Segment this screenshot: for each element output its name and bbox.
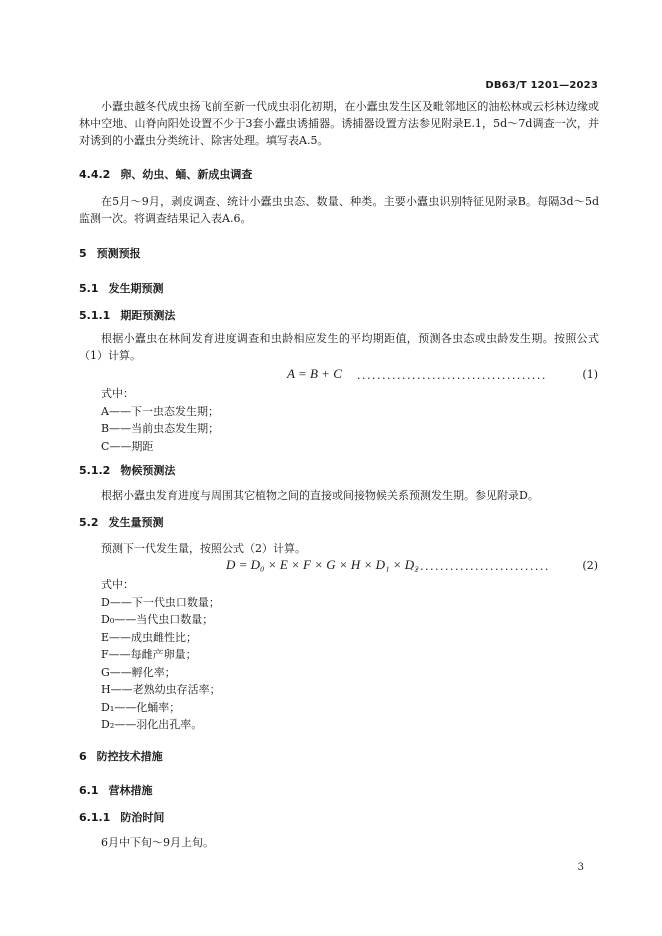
definition-line: H——老熟幼虫存活率；	[101, 683, 221, 696]
paragraph-text: 6月中下旬～9月上旬。	[101, 836, 214, 849]
heading-5	[79, 245, 599, 262]
paragraph-period-method	[79, 330, 599, 364]
definition-line: D——下一代虫口数量；	[101, 595, 220, 609]
heading-number: 5.1.1	[79, 309, 111, 322]
heading-6-1	[79, 782, 599, 799]
paragraph-trap-survey	[79, 98, 599, 149]
heading-6	[79, 748, 599, 765]
definition-line: A——下一虫态发生期；	[101, 404, 219, 418]
heading-number: 5.1	[79, 282, 99, 295]
formula-1-definitions	[101, 385, 219, 455]
page-number: 3	[577, 862, 584, 873]
heading-title: 防治时间	[120, 811, 165, 824]
heading-6-1-1	[79, 809, 599, 826]
paragraph-bark-survey	[79, 193, 599, 227]
heading-5-1	[79, 280, 599, 297]
paragraph-quantity-method	[79, 540, 599, 557]
heading-5-2	[79, 514, 599, 531]
definition-line: D₂——羽化出孔率。	[101, 718, 203, 731]
formula-1: A = B + C	[287, 366, 342, 381]
document-code: DB63/T 1201—2023	[485, 80, 598, 91]
definition-line: D₁——化蛹率；	[101, 700, 181, 714]
heading-title: 防控技术措施	[96, 750, 163, 763]
paragraph-text: 预测下一代发生量，按照公式（2）计算。	[101, 542, 306, 555]
heading-number: 5.1.2	[79, 464, 111, 477]
formula-2: D = D₀ × E × F × G × H × D₁ × D₂	[226, 557, 419, 572]
paragraph-phenology-method	[79, 487, 599, 504]
heading-number: 6	[79, 750, 87, 763]
heading-title: 营林措施	[108, 784, 153, 797]
definition-line: C——期距	[101, 439, 154, 453]
definition-line: E——成虫雌性比；	[101, 630, 198, 644]
formula-2-definitions	[101, 576, 221, 734]
heading-title: 期距预测法	[120, 309, 176, 322]
definition-line: 式中：	[101, 387, 134, 400]
heading-5-1-1	[79, 307, 599, 324]
formula-2-leader: ............................	[410, 560, 550, 573]
heading-4-4-2	[79, 166, 599, 183]
paragraph-text: 在5月～9月，剥皮调查、统计小蠹虫虫态、数量、种类。主要小蠹虫识别特征见附录B。每隔3d～5d监测一次。将调查结果记入表A.6。	[79, 195, 599, 225]
definition-line: B——当前虫态发生期；	[101, 422, 220, 435]
paragraph-text: 根据小蠹虫在林间发育进度调查和虫龄相应发生的平均期距值，预测各虫态或虫龄发生期。按照公式（1）计算。	[79, 332, 599, 362]
heading-title: 发生期预测	[108, 282, 164, 295]
definition-line: 式中：	[101, 578, 134, 591]
paragraph-control-time	[79, 834, 599, 851]
heading-5-1-2	[79, 462, 599, 479]
heading-title: 预测预报	[96, 247, 141, 260]
heading-number: 5.2	[79, 516, 99, 529]
heading-title: 发生量预测	[108, 516, 164, 529]
formula-2-number: (2)	[582, 559, 598, 572]
paragraph-text: 根据小蠹虫发育进度与周围其它植物之间的直接或间接物候关系预测发生期。参见附录D。	[101, 489, 539, 502]
heading-title: 物候预测法	[120, 464, 176, 477]
heading-number: 6.1.1	[79, 811, 111, 824]
heading-number: 5	[79, 247, 87, 260]
formula-1-leader: ......................................	[357, 369, 547, 382]
heading-number: 6.1	[79, 784, 99, 797]
definition-line: D₀——当代虫口数量；	[101, 613, 214, 626]
heading-number: 4.4.2	[79, 168, 111, 181]
heading-title: 卵、幼虫、蛹、新成虫调查	[120, 168, 253, 181]
definition-line: G——孵化率；	[101, 665, 176, 679]
formula-1-number: (1)	[582, 368, 598, 381]
definition-line: F——每雌产卵量；	[101, 648, 197, 661]
paragraph-text: 小蠹虫越冬代成虫扬飞前至新一代成虫羽化初期，在小蠹虫发生区及毗邻地区的油松林或云杉林边缘或林中空地、山脊向阳处设置不少于3套小蠹虫诱捕器。诱捕器设置方法参见附录E.1，5d～7d调查一次，并对诱到的小蠹虫分类统计、除害处理。填写表A.5。	[79, 100, 599, 147]
